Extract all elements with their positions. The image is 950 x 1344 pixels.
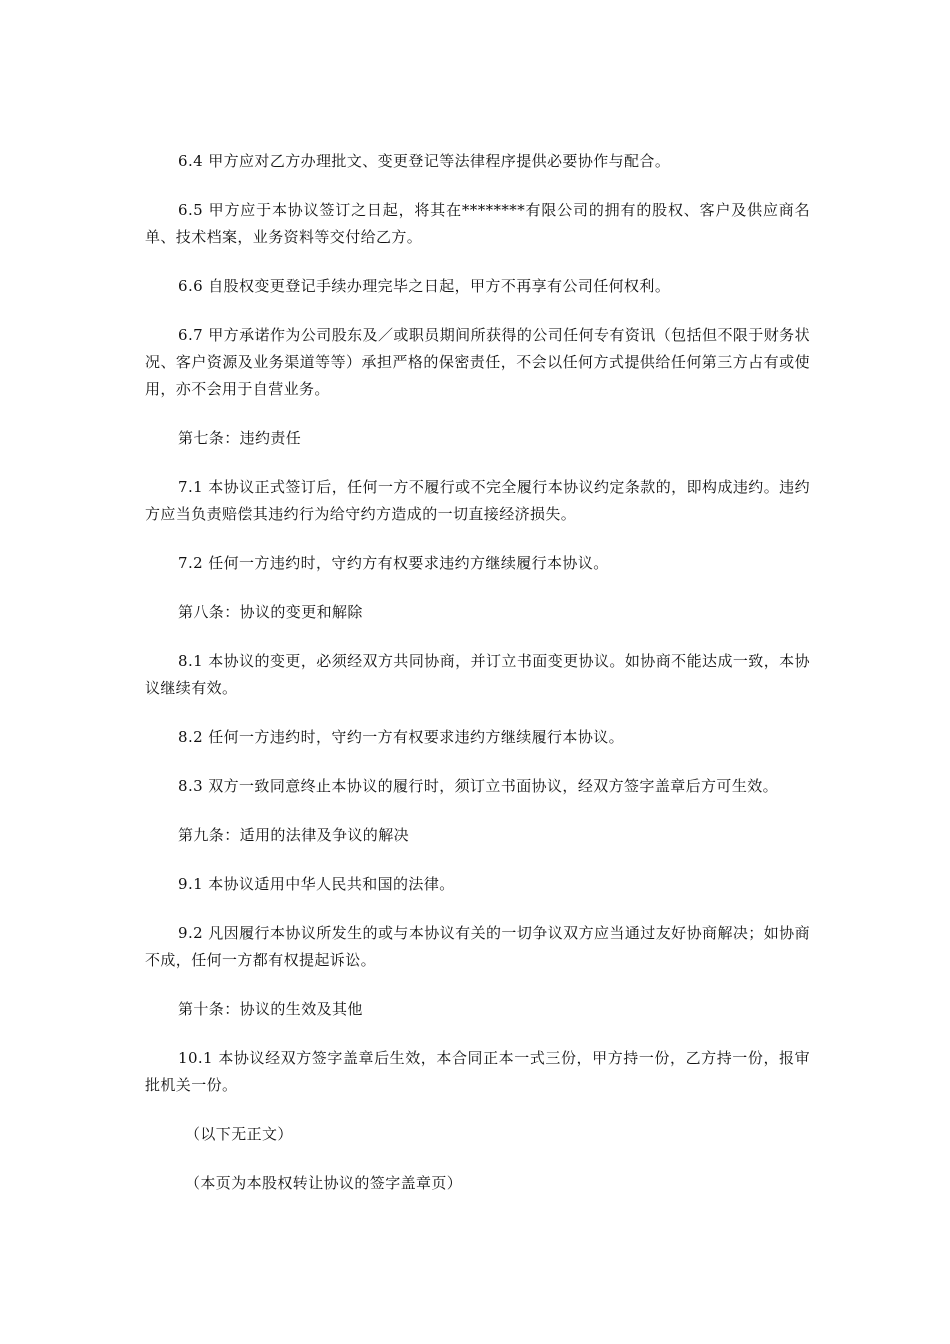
no-more-text-note: （以下无正文）: [185, 1125, 293, 1143]
signature-page-note: （本页为本股权转让协议的签字盖章页）: [185, 1174, 463, 1192]
clause-8-2: 8.2 任何一方违约时，守约一方有权要求违约方继续履行本协议。: [178, 728, 625, 746]
clause-10-1: 10.1 本协议经双方签字盖章后生效，本合同正本一式三份，甲方持一份，乙方持一份，报审批机关一份。: [145, 1049, 810, 1094]
clause-6-4: 6.4 甲方应对乙方办理批文、变更登记等法律程序提供必要协作与配合。: [178, 152, 671, 170]
article-10-heading: 第十条：协议的生效及其他: [178, 1000, 363, 1018]
document-page: [145, 148, 810, 1219]
article-9-heading: 第九条：适用的法律及争议的解决: [178, 826, 410, 844]
clause-9-2: 9.2 凡因履行本协议所发生的或与本协议有关的一切争议双方应当通过友好协商解决；如协商不成，任何一方都有权提起诉讼。: [145, 924, 810, 969]
clause-6-6: 6.6 自股权变更登记手续办理完毕之日起，甲方不再享有公司任何权利。: [178, 277, 671, 295]
clause-8-1: 8.1 本协议的变更，必须经双方共同协商，并订立书面变更协议。如协商不能达成一致，本协议继续有效。: [145, 652, 810, 697]
article-8-heading: 第八条：协议的变更和解除: [178, 603, 363, 621]
article-7-heading: 第七条：违约责任: [178, 429, 302, 447]
clause-7-2: 7.2 任何一方违约时，守约方有权要求违约方继续履行本协议。: [178, 554, 609, 572]
clause-6-7: 6.7 甲方承诺作为公司股东及／或职员期间所获得的公司任何专有资讯（包括但不限于财务状况、客户资源及业务渠道等等）承担严格的保密责任，不会以任何方式提供给任何第三方占有或使用，亦不会用于自营业务。: [145, 326, 810, 398]
clause-6-5: 6.5 甲方应于本协议签订之日起，将其在********有限公司的拥有的股权、客户及供应商名单、技术档案，业务资料等交付给乙方。: [145, 201, 810, 246]
clause-7-1: 7.1 本协议正式签订后，任何一方不履行或不完全履行本协议约定条款的，即构成违约。违约方应当负责赔偿其违约行为给守约方造成的一切直接经济损失。: [145, 478, 810, 523]
clause-8-3: 8.3 双方一致同意终止本协议的履行时，须订立书面协议，经双方签字盖章后方可生效。: [178, 777, 779, 795]
clause-9-1: 9.1 本协议适用中华人民共和国的法律。: [178, 875, 455, 893]
